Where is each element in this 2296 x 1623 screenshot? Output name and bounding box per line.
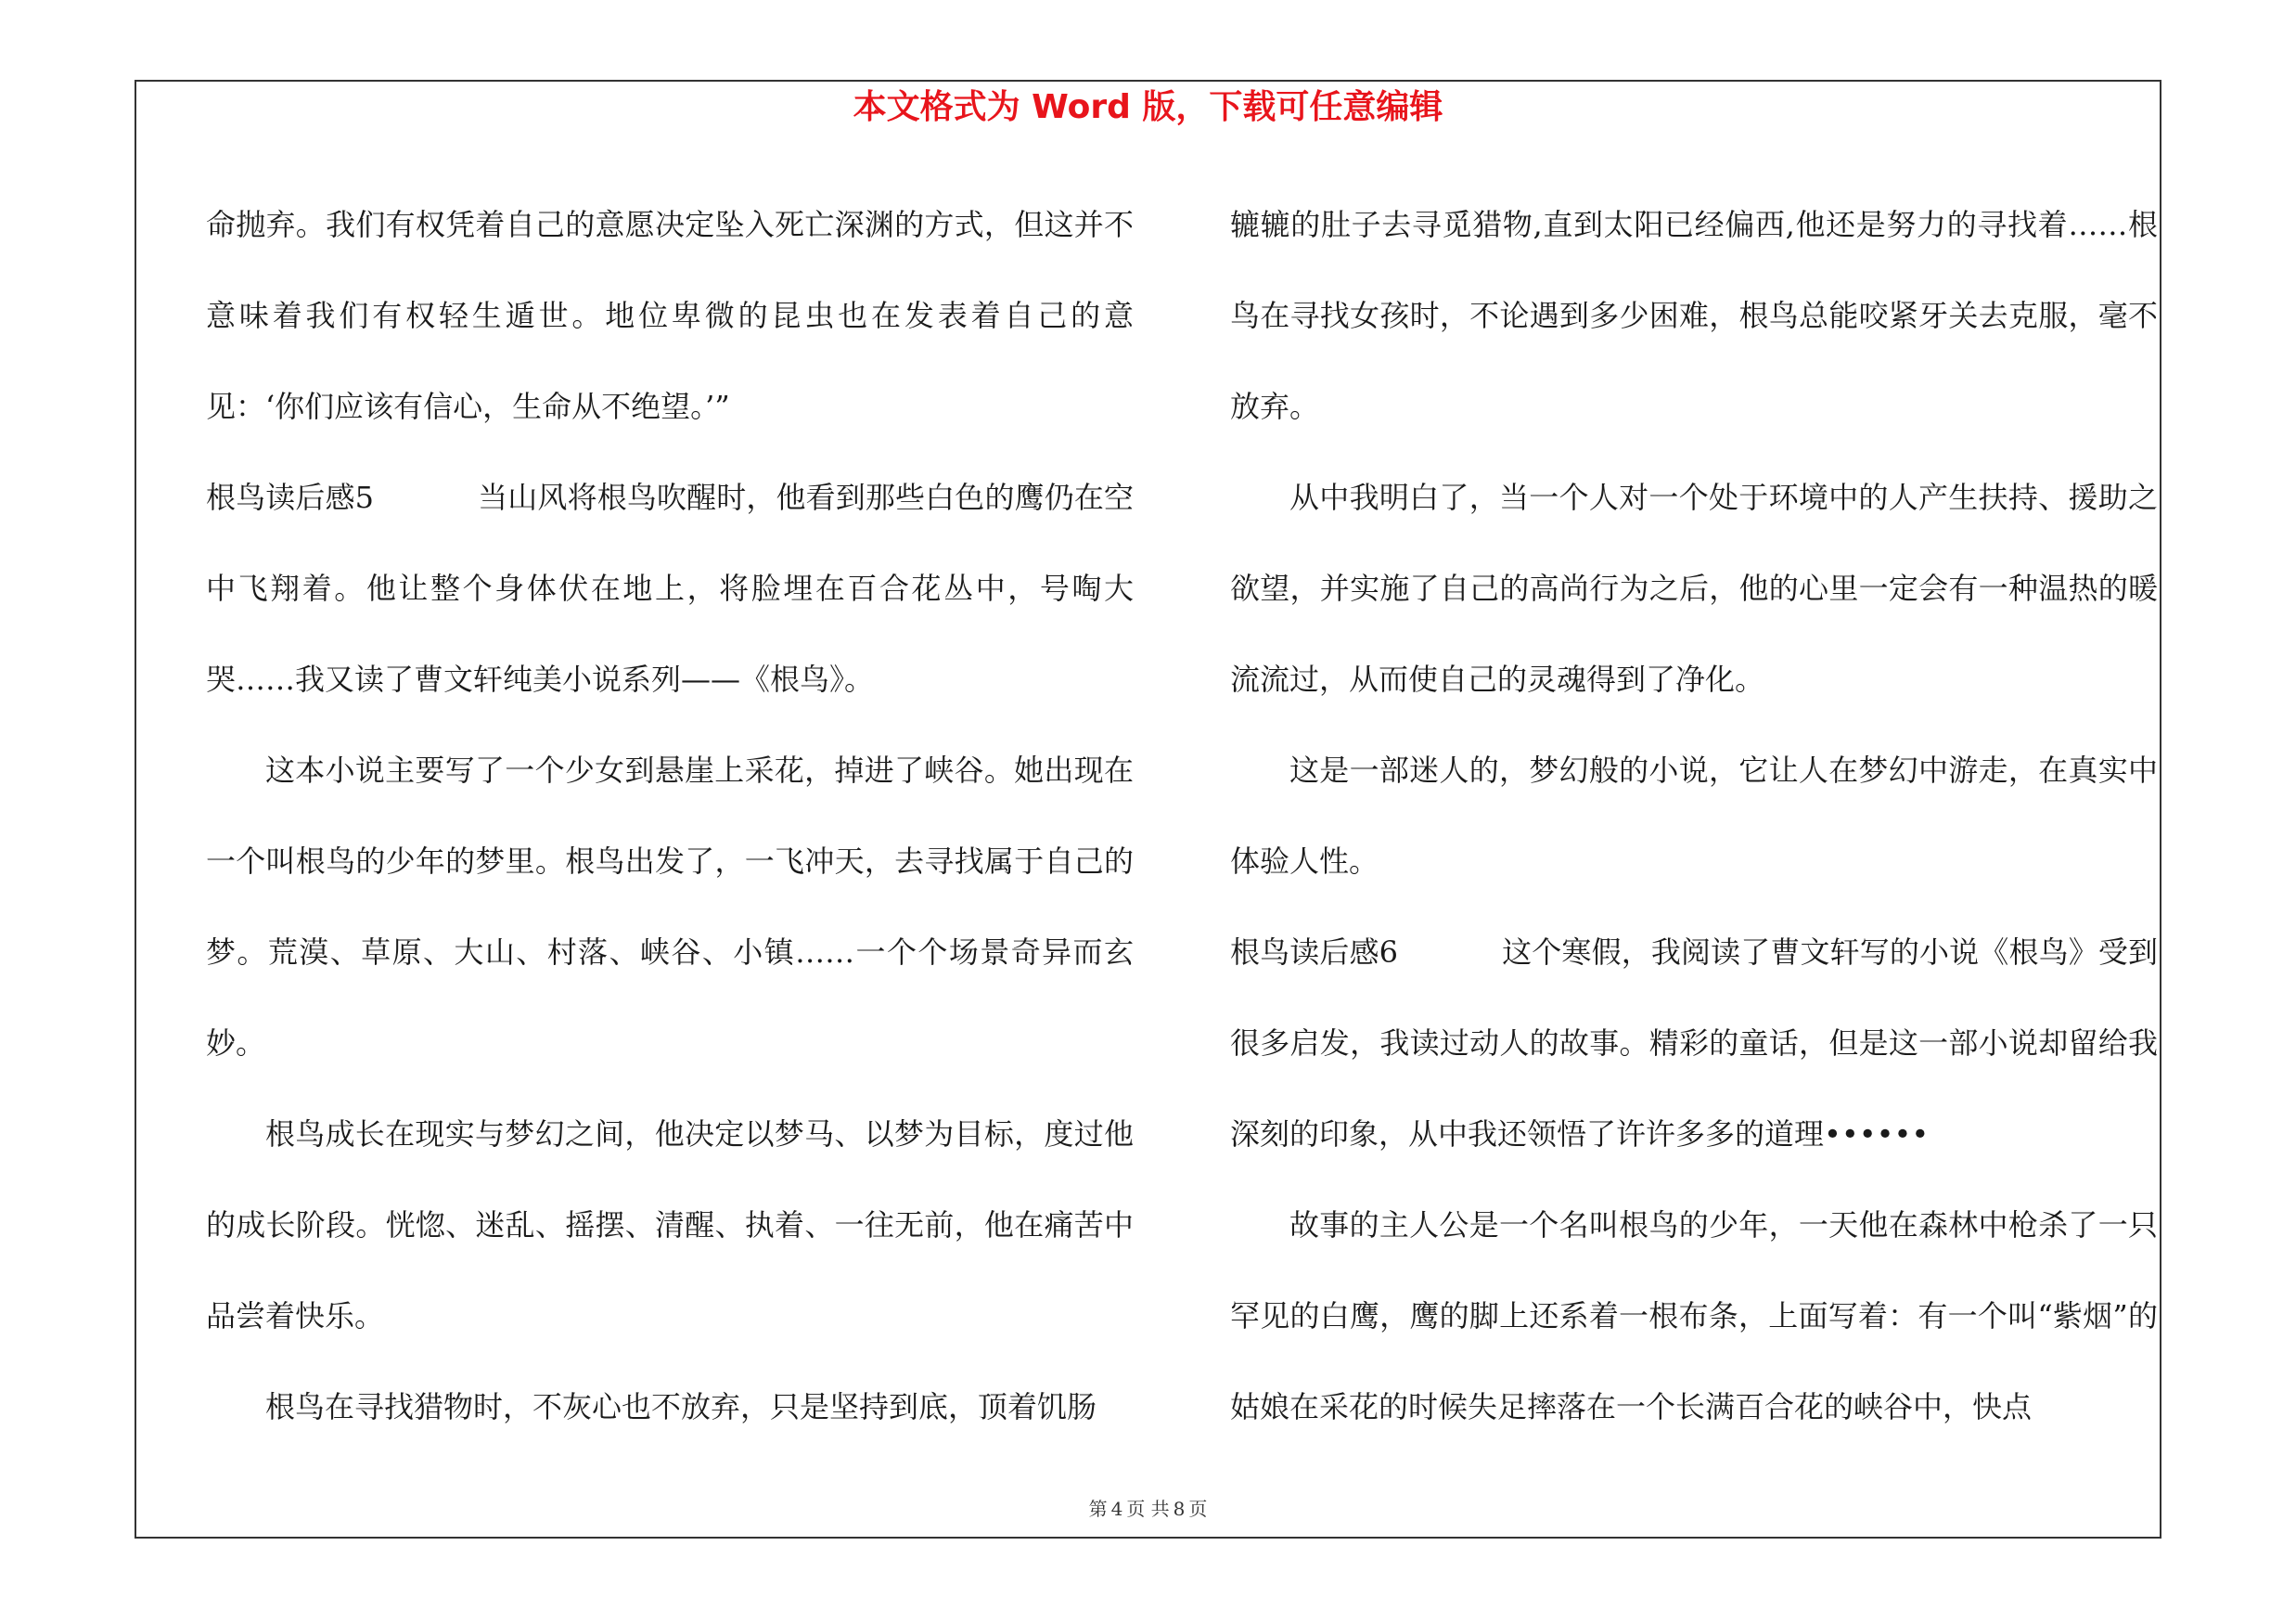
footer-suffix: 页 bbox=[1188, 1498, 1208, 1520]
paragraph: 这本小说主要写了一个少女到悬崖上采花，掉进了峡谷。她出现在一个叫根鸟的少年的梦里。根鸟出发了，一飞冲天，去寻找属于自己的梦。荒漠、草原、大山、村落、峡谷、小镇……一个个场景奇异而玄妙。 bbox=[206, 753, 1134, 1061]
paragraph: 根鸟成长在现实与梦幻之间，他决定以梦马、以梦为目标，度过他的成长阶段。恍惚、迷乱、摇摆、清醒、执着、一往无前，他在痛苦中品尝着快乐。 bbox=[206, 1116, 1134, 1333]
paragraph: 根鸟在寻找猎物时，不灰心也不放弃，只是坚持到底，顶着饥肠 bbox=[265, 1389, 1097, 1424]
paragraph: 辘辘的肚子去寻觅猎物,直到太阳已经偏西,他还是努力的寻找着……根鸟在寻找女孩时，不论遇到多少困难，根鸟总能咬紧牙关去克服，毫不放弃。 bbox=[1230, 207, 2158, 424]
paragraph: 从中我明白了，当一个人对一个处于环境中的人产生扶持、援助之欲望，并实施了自己的高尚行为之后，他的心里一定会有一种温热的暖流流过，从而使自己的灵魂得到了净化。 bbox=[1230, 480, 2158, 697]
left-column bbox=[206, 179, 1134, 1452]
right-column bbox=[1230, 179, 2158, 1452]
section-paragraph bbox=[206, 452, 1134, 725]
section-heading: 根鸟读后感5 bbox=[206, 480, 375, 515]
footer-prefix: 第 bbox=[1088, 1498, 1108, 1520]
paragraph: 命抛弃。我们有权凭着自己的意愿决定坠入死亡深渊的方式，但这并不意味着我们有权轻生遁世。地位卑微的昆虫也在发表着自己的意见：‘你们应该有信心，生命从不绝望。’” bbox=[206, 207, 1134, 424]
section-paragraph bbox=[1230, 907, 2158, 1179]
format-banner: 本文格式为 Word 版，下载可任意编辑 bbox=[853, 88, 1443, 126]
section-heading: 根鸟读后感6 bbox=[1230, 934, 1399, 970]
footer-total-pages: 8 bbox=[1173, 1498, 1186, 1520]
paragraph: 故事的主人公是一个名叫根鸟的少年，一天他在森林中枪杀了一只罕见的白鹰，鹰的脚上还系着一根布条，上面写着：有一个叫“紫烟”的姑娘在采花的时候失足摔落在一个长满百合花的峡谷中，快点 bbox=[1230, 1207, 2158, 1424]
paragraph: 这是一部迷人的，梦幻般的小说，它让人在梦幻中游走，在真实中体验人性。 bbox=[1230, 753, 2158, 879]
section-body: 当山风将根鸟吹醒时，他看到那些白色的鹰仍在空中飞翔着。他让整个身体伏在地上，将脸埋在百合花丛中，号啕大哭……我又读了曹文轩纯美小说系列——《根鸟》。 bbox=[206, 480, 1134, 697]
footer-mid: 页 共 bbox=[1126, 1498, 1170, 1520]
page-footer bbox=[135, 1496, 2161, 1522]
footer-current-page: 4 bbox=[1110, 1498, 1123, 1520]
section-body: 这个寒假，我阅读了曹文轩写的小说《根鸟》受到很多启发，我读过动人的故事。精彩的童话，但是这一部小说却留给我深刻的印象，从中我还领悟了许许多多的道理•••••• bbox=[1230, 934, 2158, 1152]
